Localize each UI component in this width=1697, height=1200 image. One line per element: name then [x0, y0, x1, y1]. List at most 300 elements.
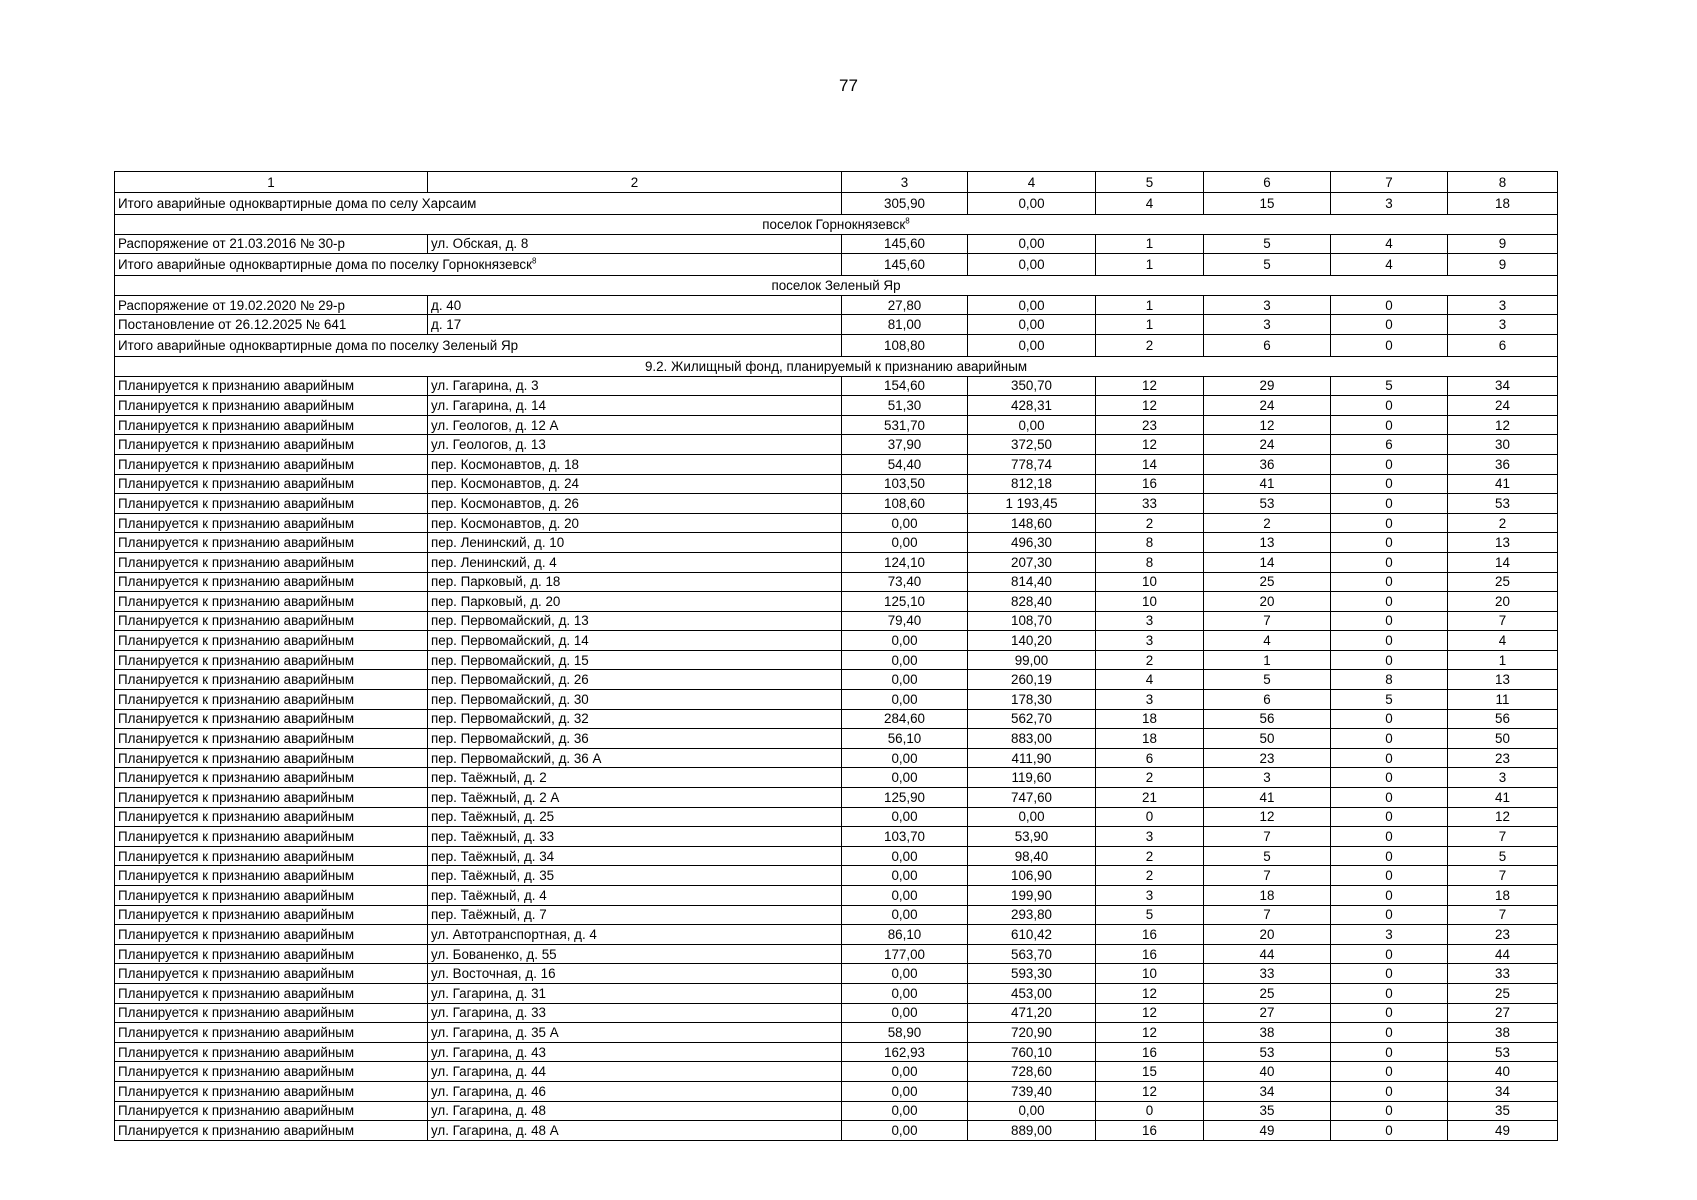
document-cell	[115, 886, 428, 906]
value-cell-text: 23	[1495, 750, 1510, 766]
value-cell-text: 25	[1259, 985, 1275, 1001]
value-cell	[842, 474, 968, 494]
address-cell	[428, 768, 842, 788]
value-cell	[1331, 396, 1448, 416]
housing-table	[114, 171, 1558, 1141]
value-cell-text: 178,30	[1011, 691, 1052, 707]
value-cell	[1448, 1121, 1558, 1141]
value-cell-text: 10	[1142, 966, 1157, 982]
table-row	[115, 295, 1558, 315]
document-cell-text: Планируется к признанию аварийным	[118, 652, 355, 668]
value-cell	[968, 670, 1096, 690]
address-cell-text: пер. Таёжный, д. 25	[431, 809, 555, 825]
value-cell-text: 720,90	[1011, 1024, 1052, 1040]
document-cell-text: Планируется к признанию аварийным	[118, 809, 355, 825]
value-cell-text: 11	[1495, 691, 1510, 707]
value-cell	[1448, 592, 1558, 612]
value-cell	[968, 193, 1096, 215]
document-cell	[115, 552, 428, 572]
address-cell-text: ул. Геологов, д. 13	[431, 437, 546, 453]
address-cell-text: пер. Космонавтов, д. 26	[431, 495, 579, 511]
value-cell-text: 6	[1145, 750, 1154, 766]
document-cell	[115, 295, 428, 315]
value-cell	[1331, 454, 1448, 474]
document-cell	[115, 592, 428, 612]
value-cell-text: 814,40	[1011, 574, 1052, 590]
value-cell	[968, 494, 1096, 514]
value-cell	[1448, 572, 1558, 592]
value-cell	[842, 1081, 968, 1101]
value-cell-text: 411,90	[1011, 750, 1052, 766]
value-cell-text: 145,60	[884, 257, 925, 273]
address-cell-text: ул. Гагарина, д. 43	[431, 1044, 546, 1060]
value-cell	[968, 866, 1096, 886]
value-cell	[1204, 611, 1331, 631]
value-cell	[1204, 983, 1331, 1003]
value-cell-text: 125,10	[884, 593, 925, 609]
table-row	[115, 788, 1558, 808]
table-row	[115, 315, 1558, 335]
value-cell	[842, 807, 968, 827]
table-row	[115, 905, 1558, 925]
value-cell	[1204, 827, 1331, 847]
document-cell	[115, 690, 428, 710]
value-cell-text: 0	[1385, 297, 1393, 313]
table-row	[115, 494, 1558, 514]
value-cell-text: 0	[1385, 907, 1393, 923]
value-cell-text: 9	[1498, 257, 1507, 273]
value-cell-text: 3	[1263, 770, 1271, 786]
value-cell-text: 0	[1385, 887, 1393, 903]
value-cell	[1096, 1003, 1204, 1023]
value-cell-text: 20	[1259, 926, 1275, 942]
value-cell-text: 51,30	[887, 397, 922, 413]
address-cell-text: ул. Гагарина, д. 33	[431, 1005, 546, 1021]
value-cell-text: 14	[1495, 554, 1510, 570]
value-cell	[842, 670, 968, 690]
value-cell	[842, 768, 968, 788]
value-cell-text: 207,30	[1011, 554, 1052, 570]
value-cell	[1331, 611, 1448, 631]
value-cell-text: 24	[1259, 437, 1275, 453]
table-row	[115, 454, 1558, 474]
value-cell	[1331, 846, 1448, 866]
value-cell	[1331, 1042, 1448, 1062]
value-cell	[1448, 846, 1558, 866]
value-cell-text: 18	[1495, 887, 1510, 903]
value-cell-text: 33	[1259, 966, 1275, 982]
address-cell-text: ул. Гагарина, д. 46	[431, 1083, 546, 1099]
table-row	[115, 944, 1558, 964]
value-cell	[1331, 905, 1448, 925]
value-cell-text: 12	[1142, 378, 1157, 394]
address-cell-text: пер. Таёжный, д. 4	[431, 887, 547, 903]
value-cell-text: 739,40	[1011, 1083, 1052, 1099]
value-cell-text: 14	[1142, 456, 1157, 472]
value-cell-text: 40	[1259, 1064, 1275, 1080]
value-cell-text: 16	[1142, 1044, 1157, 1060]
value-cell	[1331, 944, 1448, 964]
value-cell-text: 56	[1259, 711, 1275, 727]
value-cell-text: 21	[1142, 789, 1157, 805]
address-cell	[428, 552, 842, 572]
value-cell-text: 27,80	[887, 297, 922, 313]
value-cell-text: 18	[1495, 196, 1510, 211]
value-cell-text: 0	[1385, 613, 1393, 629]
value-cell	[842, 1062, 968, 1082]
value-cell	[1448, 1023, 1558, 1043]
value-cell-text: 453,00	[1011, 985, 1052, 1001]
value-cell	[968, 983, 1096, 1003]
value-cell-text: 3	[1498, 297, 1507, 313]
value-cell	[1448, 1062, 1558, 1082]
document-cell	[115, 983, 428, 1003]
value-cell	[1204, 709, 1331, 729]
value-cell	[968, 611, 1096, 631]
value-cell	[1448, 650, 1558, 670]
document-cell-text: Планируется к признанию аварийным	[118, 848, 355, 864]
value-cell-text: 372,50	[1011, 437, 1052, 453]
value-cell-text: 23	[1495, 926, 1510, 942]
value-cell	[1448, 494, 1558, 514]
address-cell	[428, 866, 842, 886]
value-cell	[842, 1042, 968, 1062]
value-cell-text: 2	[1145, 515, 1154, 531]
value-cell-text: 0	[1385, 337, 1393, 353]
value-cell	[1331, 748, 1448, 768]
value-cell-text: 0	[1385, 456, 1393, 472]
section-row	[115, 215, 1558, 235]
address-cell-text: ул. Геологов, д. 12 А	[431, 417, 559, 433]
value-cell	[968, 1081, 1096, 1101]
address-cell-text: пер. Таёжный, д. 2	[431, 770, 547, 786]
address-cell	[428, 631, 842, 651]
document-cell-text: Планируется к признанию аварийным	[118, 750, 355, 766]
value-cell	[968, 1023, 1096, 1043]
value-cell-text: 20	[1259, 593, 1275, 609]
value-cell-text: 15	[1259, 196, 1275, 211]
address-cell	[428, 788, 842, 808]
value-cell	[842, 454, 968, 474]
value-cell-text: 0	[1385, 652, 1393, 668]
value-cell-text: 53	[1495, 1044, 1510, 1060]
document-cell	[115, 396, 428, 416]
value-cell	[1331, 1003, 1448, 1023]
document-cell-text: Планируется к признанию аварийным	[118, 789, 355, 805]
document-cell	[115, 709, 428, 729]
value-cell-text: 0,00	[891, 848, 918, 864]
value-cell	[1331, 827, 1448, 847]
value-cell	[1096, 533, 1204, 553]
address-cell-text: пер. Первомайский, д. 26	[431, 672, 589, 688]
document-cell	[115, 670, 428, 690]
value-cell-text: 7	[1263, 868, 1271, 884]
value-cell-text: 0,00	[891, 887, 918, 903]
document-cell-text: Планируется к признанию аварийным	[118, 1064, 355, 1080]
value-cell	[1096, 611, 1204, 631]
value-cell	[1096, 964, 1204, 984]
value-cell	[1096, 846, 1204, 866]
address-cell-text: пер. Ленинский, д. 4	[431, 554, 557, 570]
value-cell-text: 0,00	[1018, 337, 1045, 353]
value-cell-text: 7	[1498, 829, 1507, 845]
address-cell	[428, 748, 842, 768]
section-heading-cell	[115, 276, 1558, 296]
document-cell-text: Планируется к признанию аварийным	[118, 985, 355, 1001]
value-cell	[968, 1003, 1096, 1023]
value-cell	[1448, 193, 1558, 215]
value-cell-text: 12	[1259, 809, 1275, 825]
value-cell	[1096, 631, 1204, 651]
value-cell-text: 6	[1498, 337, 1507, 353]
table-row	[115, 435, 1558, 455]
value-cell	[842, 944, 968, 964]
table-row	[115, 1042, 1558, 1062]
address-cell-text: пер. Первомайский, д. 13	[431, 613, 589, 629]
table-row	[115, 1003, 1558, 1023]
value-cell-text: 0,00	[891, 535, 918, 551]
value-cell	[1331, 494, 1448, 514]
value-cell-text: 5	[1498, 848, 1507, 864]
value-cell	[968, 533, 1096, 553]
value-cell	[968, 513, 1096, 533]
document-cell-text: Планируется к признанию аварийным	[118, 417, 355, 433]
address-cell	[428, 1023, 842, 1043]
value-cell	[1204, 474, 1331, 494]
address-cell-text: ул. Бованенко, д. 55	[431, 946, 557, 962]
address-cell	[428, 376, 842, 396]
column-number-row	[115, 172, 1558, 193]
address-cell-text: пер. Таёжный, д. 33	[431, 829, 555, 845]
table-row	[115, 1121, 1558, 1141]
value-cell-text: 50	[1259, 731, 1275, 747]
document-cell	[115, 846, 428, 866]
address-cell-text: пер. Парковый, д. 18	[431, 574, 561, 590]
value-cell-text: 35	[1495, 1103, 1510, 1119]
value-cell-text: 0,00	[891, 1083, 918, 1099]
value-cell	[1096, 193, 1204, 215]
value-cell	[1204, 1023, 1331, 1043]
value-cell	[968, 474, 1096, 494]
header-cell: 2	[428, 172, 842, 193]
value-cell-text: 56,10	[887, 731, 922, 747]
value-cell-text: 12	[1142, 1024, 1157, 1040]
value-cell	[1204, 925, 1331, 945]
table-row	[115, 1062, 1558, 1082]
value-cell-text: 531,70	[884, 417, 925, 433]
value-cell	[968, 846, 1096, 866]
value-cell	[1331, 768, 1448, 788]
value-cell-text: 0,00	[891, 985, 918, 1001]
value-cell	[1331, 709, 1448, 729]
value-cell-text: 6	[1263, 691, 1271, 707]
value-cell-text: 4	[1145, 672, 1154, 688]
value-cell	[1331, 572, 1448, 592]
value-cell-text: 0	[1385, 317, 1393, 333]
value-cell-text: 0,00	[1018, 1103, 1045, 1119]
value-cell-text: 0	[1385, 750, 1393, 766]
value-cell-text: 0	[1385, 397, 1393, 413]
section-heading-cell-text: поселок Горнокнязевск	[762, 216, 906, 232]
value-cell-text: 0	[1385, 868, 1393, 884]
value-cell-text: 0,00	[891, 633, 918, 649]
value-cell	[1448, 670, 1558, 690]
document-cell-text: Планируется к признанию аварийным	[118, 1044, 355, 1060]
section-heading-cell	[115, 356, 1558, 376]
document-cell-text: Планируется к признанию аварийным	[118, 378, 355, 394]
value-cell-text: 428,31	[1011, 397, 1052, 413]
value-cell-text: 41	[1495, 789, 1510, 805]
value-cell	[842, 315, 968, 335]
value-cell	[1204, 886, 1331, 906]
table-row	[115, 748, 1558, 768]
address-cell-text: пер. Таёжный, д. 35	[431, 868, 555, 884]
value-cell-text: 0	[1385, 731, 1393, 747]
value-cell	[1204, 376, 1331, 396]
table-row	[115, 234, 1558, 254]
address-cell	[428, 709, 842, 729]
document-cell	[115, 964, 428, 984]
value-cell-text: 7	[1498, 868, 1507, 884]
value-cell-text: 0	[1145, 1103, 1154, 1119]
value-cell-text: 20	[1495, 593, 1510, 609]
document-cell	[115, 1042, 428, 1062]
value-cell	[842, 552, 968, 572]
address-cell	[428, 396, 842, 416]
value-cell	[968, 234, 1096, 254]
value-cell	[1204, 592, 1331, 612]
value-cell	[842, 748, 968, 768]
value-cell	[1096, 729, 1204, 749]
value-cell	[1096, 1101, 1204, 1121]
value-cell	[842, 905, 968, 925]
value-cell-text: 25	[1259, 574, 1275, 590]
value-cell	[1204, 807, 1331, 827]
value-cell-text: 25	[1495, 985, 1510, 1001]
value-cell-text: 0,00	[891, 672, 918, 688]
value-cell-text: 162,93	[884, 1044, 925, 1060]
address-cell-text: пер. Космонавтов, д. 20	[431, 515, 579, 531]
value-cell	[1096, 1081, 1204, 1101]
document-cell-text: Планируется к признанию аварийным	[118, 613, 355, 629]
address-cell	[428, 415, 842, 435]
document-cell-text: Планируется к признанию аварийным	[118, 515, 355, 531]
table-row	[115, 709, 1558, 729]
address-cell	[428, 494, 842, 514]
value-cell	[968, 1042, 1096, 1062]
value-cell	[1204, 788, 1331, 808]
value-cell-text: 562,70	[1011, 711, 1052, 727]
value-cell	[1331, 983, 1448, 1003]
value-cell-text: 103,70	[884, 829, 925, 845]
value-cell-text: 1	[1145, 297, 1154, 313]
document-cell-text: Планируется к признанию аварийным	[118, 476, 355, 492]
value-cell	[968, 315, 1096, 335]
value-cell	[1331, 1101, 1448, 1121]
address-cell	[428, 983, 842, 1003]
value-cell	[1331, 1081, 1448, 1101]
value-cell-text: 13	[1495, 672, 1510, 688]
address-cell	[428, 925, 842, 945]
value-cell	[1096, 552, 1204, 572]
value-cell	[1204, 334, 1331, 356]
value-cell	[1331, 631, 1448, 651]
value-cell	[842, 650, 968, 670]
value-cell	[1448, 533, 1558, 553]
document-cell-text: Планируется к признанию аварийным	[118, 770, 355, 786]
value-cell	[1204, 415, 1331, 435]
value-cell	[1204, 454, 1331, 474]
value-cell	[1204, 1062, 1331, 1082]
value-cell-text: 1	[1145, 317, 1154, 333]
address-cell	[428, 234, 842, 254]
value-cell-text: 0,00	[891, 966, 918, 982]
value-cell	[1331, 670, 1448, 690]
address-cell	[428, 454, 842, 474]
value-cell	[968, 886, 1096, 906]
address-cell	[428, 886, 842, 906]
value-cell	[968, 944, 1096, 964]
header-cell: 5	[1096, 172, 1204, 193]
value-cell-text: 5	[1145, 907, 1154, 923]
address-cell-text: ул. Восточная, д. 16	[431, 966, 556, 982]
value-cell-text: 119,60	[1011, 770, 1052, 786]
value-cell	[1331, 415, 1448, 435]
value-cell-text: 12	[1142, 397, 1157, 413]
value-cell	[1448, 709, 1558, 729]
value-cell-text: 16	[1142, 1122, 1157, 1138]
value-cell-text: 883,00	[1011, 731, 1052, 747]
total-label-cell	[115, 193, 842, 215]
value-cell-text: 0,00	[891, 691, 918, 707]
address-cell-text: ул. Автотранспортная, д. 4	[431, 926, 597, 942]
value-cell-text: 0	[1385, 417, 1393, 433]
table-row	[115, 866, 1558, 886]
address-cell	[428, 650, 842, 670]
value-cell	[1448, 788, 1558, 808]
value-cell	[1096, 650, 1204, 670]
table-row	[115, 964, 1558, 984]
value-cell-text: 18	[1142, 731, 1157, 747]
address-cell-text: ул. Гагарина, д. 3	[431, 378, 539, 394]
value-cell-text: 5	[1263, 848, 1271, 864]
address-cell	[428, 1042, 842, 1062]
value-cell	[1331, 592, 1448, 612]
value-cell	[1448, 611, 1558, 631]
table-row	[115, 552, 1558, 572]
value-cell	[1448, 295, 1558, 315]
value-cell	[1204, 254, 1331, 276]
value-cell-text: 3	[1145, 829, 1154, 845]
document-cell-text: Распоряжение от 21.03.2016 № 30-р	[118, 236, 345, 252]
value-cell	[1448, 886, 1558, 906]
value-cell	[1096, 454, 1204, 474]
value-cell-text: 7	[1498, 613, 1507, 629]
value-cell	[1204, 494, 1331, 514]
value-cell-text: 12	[1259, 417, 1275, 433]
value-cell-text: 593,30	[1011, 966, 1052, 982]
value-cell	[1096, 592, 1204, 612]
address-cell	[428, 611, 842, 631]
value-cell	[1448, 1081, 1558, 1101]
value-cell-text: 778,74	[1011, 456, 1052, 472]
value-cell	[968, 729, 1096, 749]
value-cell-text: 8	[1145, 554, 1154, 570]
value-cell-text: 10	[1142, 593, 1157, 609]
value-cell-text: 53	[1259, 495, 1275, 511]
document-cell	[115, 905, 428, 925]
value-cell	[842, 193, 968, 215]
